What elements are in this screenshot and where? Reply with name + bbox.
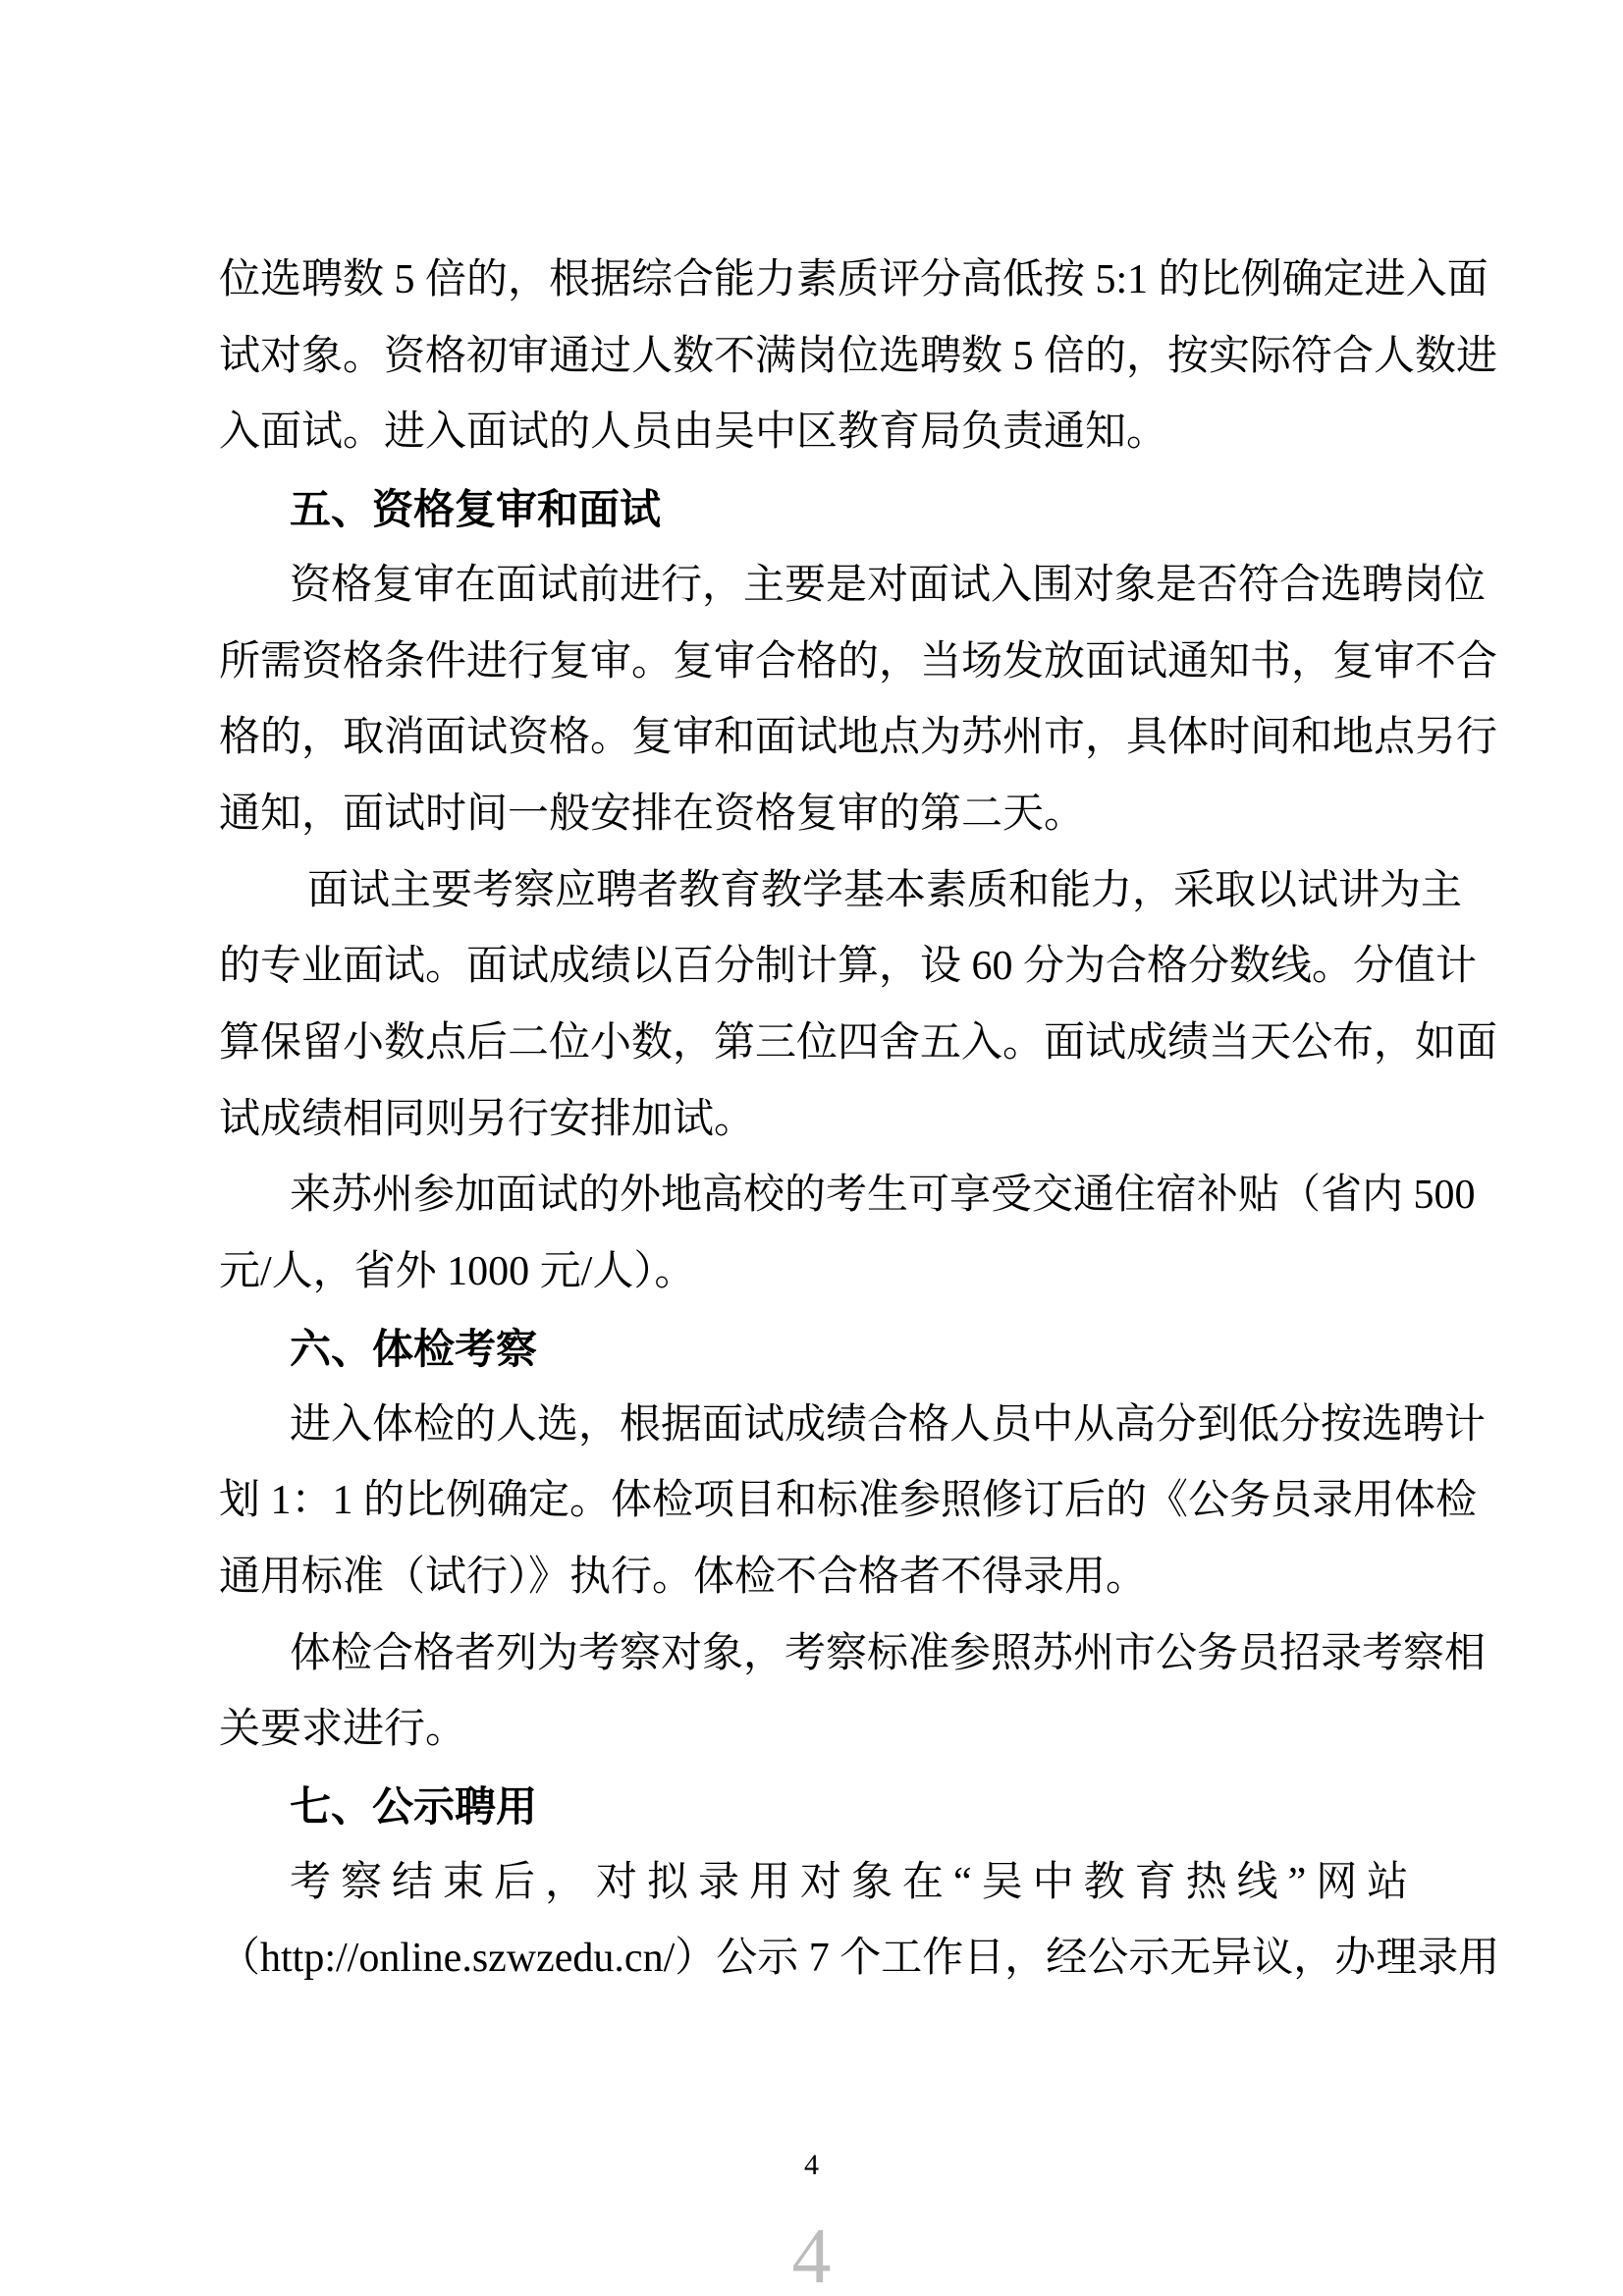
document-body <box>219 243 1500 1997</box>
body-text-line: 格的，取消面试资格。复审和面试地点为苏州市，具体时间和地点另行 <box>219 715 1498 761</box>
body-text-line: 位选聘数 5 倍的，根据综合能力素质评分高低按 5:1 的比例确定进入面 <box>219 257 1488 302</box>
body-text-line: 资格复审在面试前进行，主要是对面试入围对象是否符合选聘岗位 <box>290 562 1487 608</box>
body-text-line: 试成绩相同则另行安排加试。 <box>219 1096 756 1142</box>
section-heading: 六、体检考察 <box>290 1325 538 1372</box>
body-text-line: 通用标准（试行）》执行。体检不合格者不得录用。 <box>219 1554 1148 1600</box>
body-text-line: 的专业面试。面试成绩以百分制计算，设 60 分为合格分数线。分值计 <box>219 944 1478 990</box>
body-text-line: 通知，面试时间一般安排在资格复审的第二天。 <box>219 791 1086 837</box>
body-text-line: 面试主要考察应聘者教育教学基本素质和能力，采取以试讲为主 <box>307 867 1463 913</box>
body-text-line: 考察结束后，对拟录用对象在“吴中教育热线”网站 <box>290 1859 1419 1905</box>
body-text-line: 体检合格者列为考察对象，考察标准参照苏州市公务员招录考察相 <box>290 1630 1487 1676</box>
body-text-line: 元/人，省外 1000 元/人）。 <box>219 1249 696 1295</box>
body-text-line: 试对象。资格初审通过人数不满岗位选聘数 5 倍的，按实际符合人数进 <box>219 333 1498 379</box>
body-text-line: 划 1：1 的比例确定。体检项目和标准参照修订后的《公务员录用体检 <box>219 1478 1478 1524</box>
body-text-line: 入面试。进入面试的人员由吴中区教育局负责通知。 <box>219 410 1168 456</box>
watermark-page-number: 4 <box>791 2214 832 2296</box>
footer-page-number: 4 <box>804 2149 819 2181</box>
body-text-line: 关要求进行。 <box>219 1707 467 1753</box>
body-text-line: （http://online.szwzedu.cn/）公示 7 个工作日，经公示无异议，办理录用 <box>219 1936 1500 1982</box>
section-heading: 七、公示聘用 <box>290 1783 538 1831</box>
section-heading: 五、资格复审和面试 <box>290 486 662 533</box>
body-text-line: 进入体检的人选，根据面试成绩合格人员中从高分到低分按选聘计 <box>290 1401 1487 1448</box>
body-text-line: 来苏州参加面试的外地高校的考生可享受交通住宿补贴（省内 500 <box>290 1173 1476 1219</box>
body-text-line: 算保留小数点后二位小数，第三位四舍五入。面试成绩当天公布，如面 <box>219 1020 1498 1066</box>
body-text-line: 所需资格条件进行复审。复审合格的，当场发放面试通知书，复审不合 <box>219 638 1498 684</box>
